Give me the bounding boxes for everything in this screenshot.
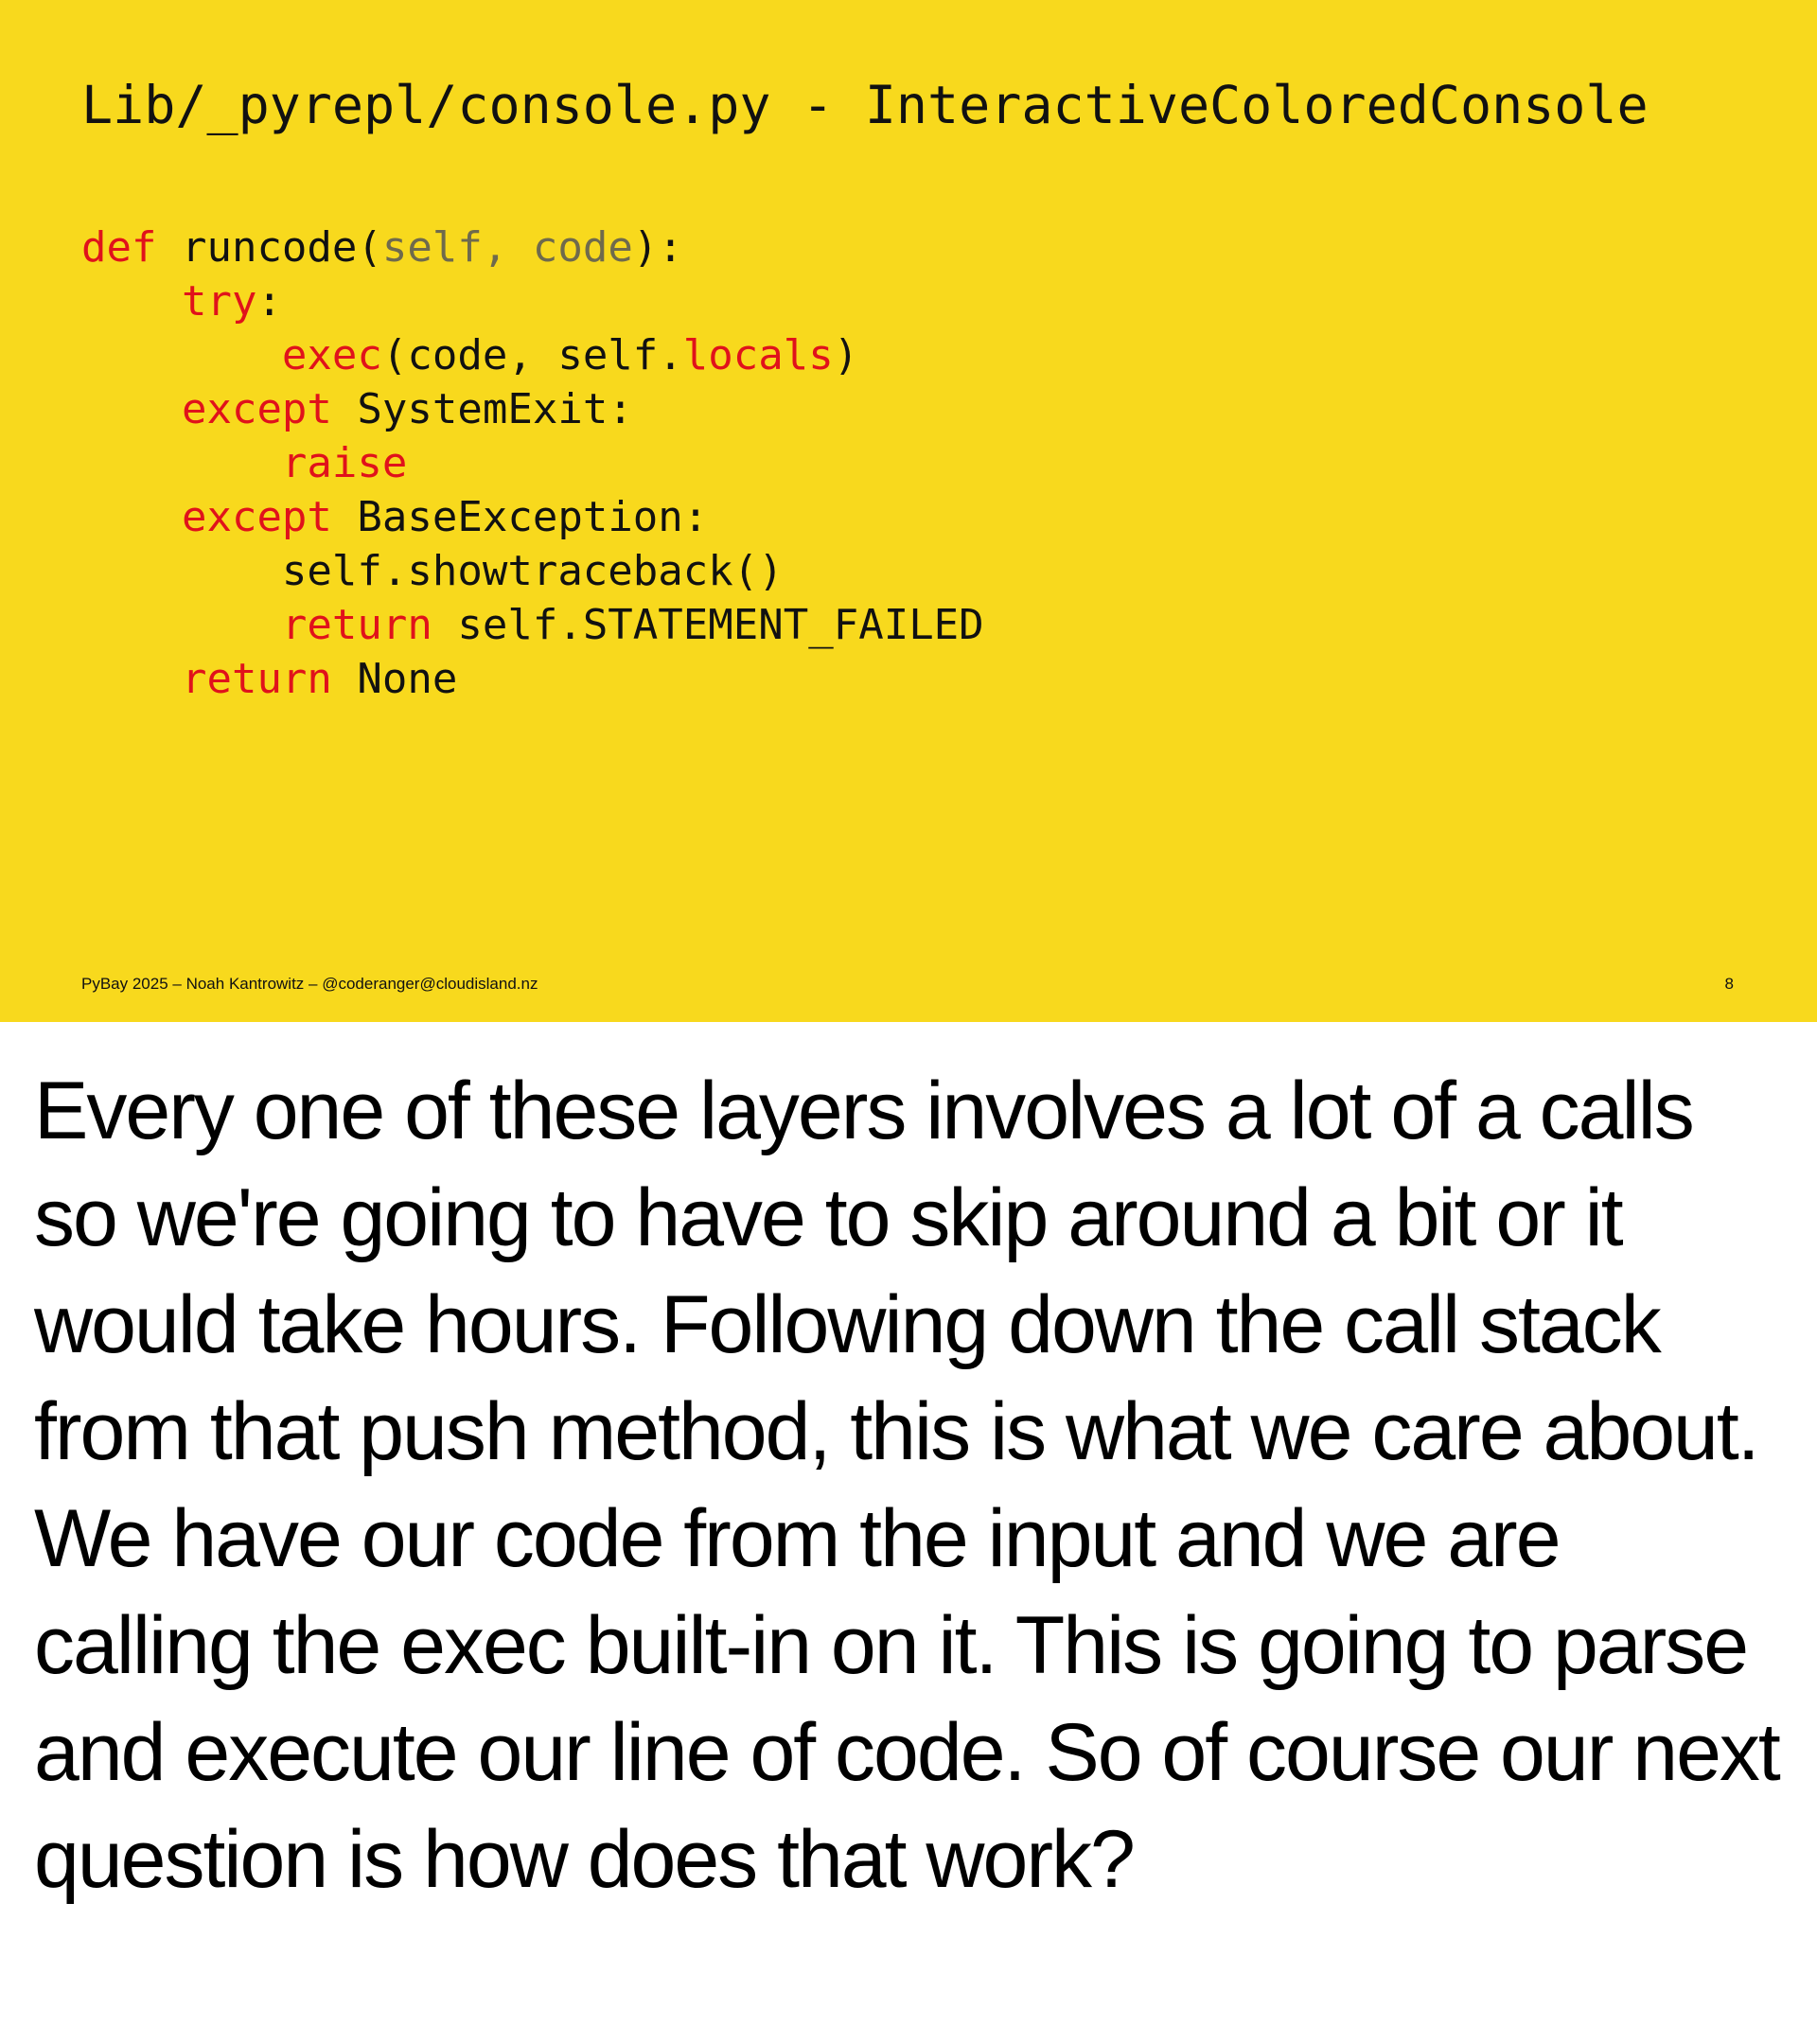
code-line xyxy=(81,598,984,652)
code-keyword: return xyxy=(281,601,432,649)
slide-footer: PyBay 2025 – Noah Kantrowitz – @coderanger@cloudisland.nz xyxy=(81,975,538,993)
code-text xyxy=(81,601,282,649)
code-line xyxy=(81,382,984,436)
transcript-text: Every one of these layers involves a lot of a calls so we're going to have to skip around a bit or it would take hours. Following down the call stack from that push method, this is what we care about. We have our code from the input and we are calling the exec built-in on it. This is going to parse and execute our line of code. So of course our next question is how does that work? xyxy=(34,1066,1779,1905)
code-block xyxy=(81,220,984,706)
code-text xyxy=(81,277,182,326)
code-text: ): xyxy=(632,223,683,272)
code-line xyxy=(81,652,984,706)
code-text: None xyxy=(331,655,458,703)
code-keyword: def xyxy=(81,223,157,272)
code-line xyxy=(81,490,984,544)
code-text: ) xyxy=(833,331,859,379)
code-keyword: except xyxy=(181,493,332,541)
code-keyword: exec xyxy=(281,331,382,379)
code-text xyxy=(81,493,182,541)
code-text: : xyxy=(256,277,282,326)
code-line xyxy=(81,328,984,382)
code-keyword: return xyxy=(181,655,332,703)
code-line xyxy=(81,436,984,490)
code-text: self.STATEMENT_FAILED xyxy=(432,601,984,649)
code-keyword: raise xyxy=(281,439,408,487)
code-text: BaseException: xyxy=(331,493,709,541)
code-parameter: self, code xyxy=(381,223,633,272)
code-text: runcode( xyxy=(156,223,382,272)
code-text: (code, self. xyxy=(381,331,683,379)
code-line xyxy=(81,274,984,328)
code-text: self.showtraceback() xyxy=(81,547,784,595)
code-keyword: except xyxy=(181,385,332,433)
code-text xyxy=(81,331,282,379)
code-text xyxy=(81,385,182,433)
code-line xyxy=(81,544,984,598)
code-text xyxy=(81,655,182,703)
code-text: SystemExit: xyxy=(331,385,633,433)
code-text xyxy=(81,439,282,487)
slide-page-number: 8 xyxy=(1724,975,1734,993)
code-keyword: try xyxy=(181,277,257,326)
slide-title: Lib/_pyrepl/console.py - InteractiveColoredConsole xyxy=(81,75,1649,135)
code-line xyxy=(81,220,984,274)
code-keyword: locals xyxy=(682,331,834,379)
